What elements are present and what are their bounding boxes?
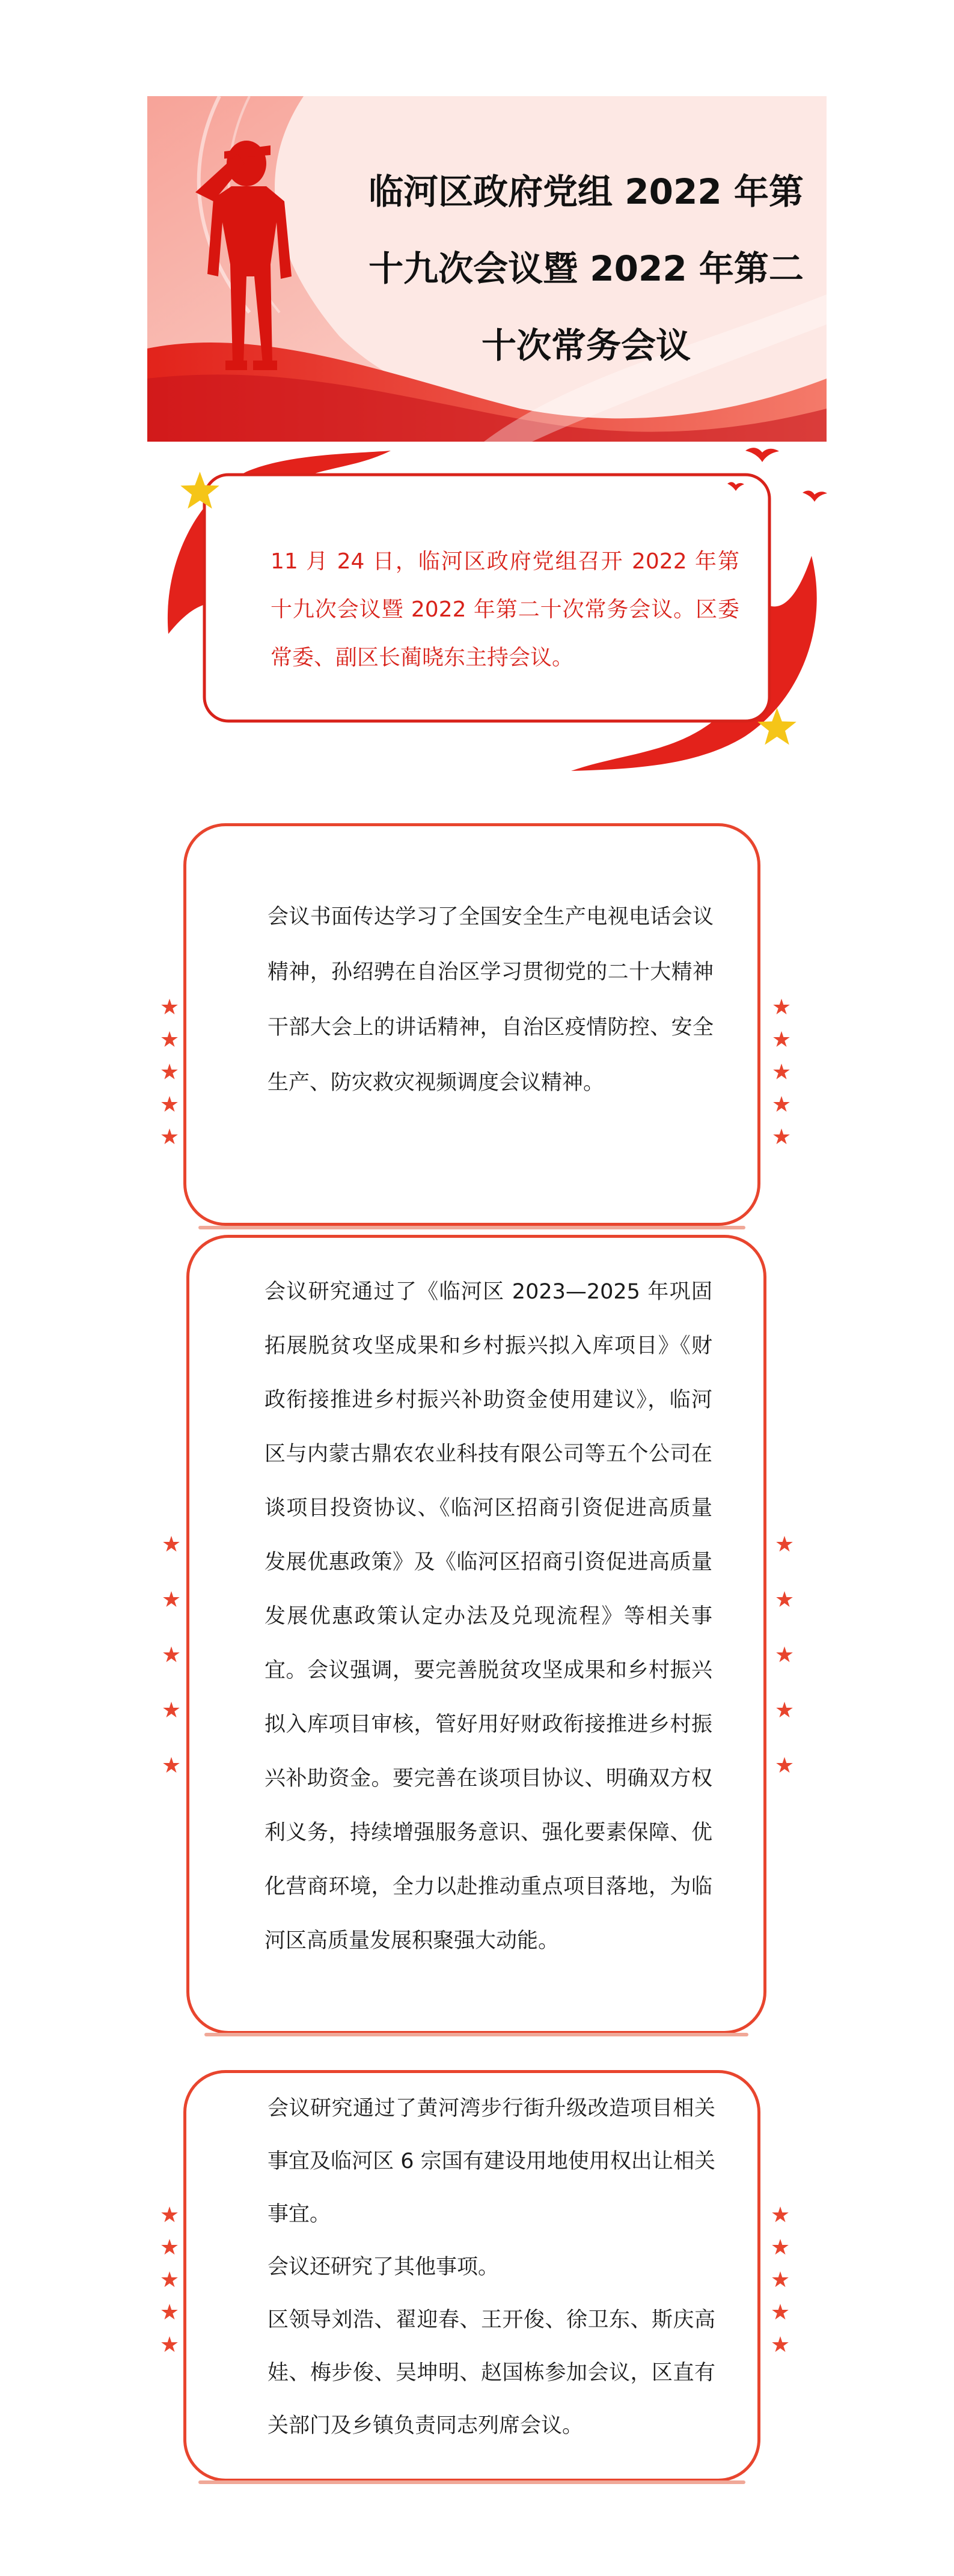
section-2-text: 会议研究通过了《临河区 2023—2025 年巩固拓展脱贫攻坚成果和乡村振兴拟入库项目》《财政衔接推进乡村振兴补助资金使用建议》，临河区与内蒙古鼎农农业科技有限公司等五个公司在谈项目投资协议、《临河区招商引资促进高质量发展优惠政策》及《临河区招商引资促进高质量发展优惠政策认定办法及兑现流程》等相关事宜。会议强调，要完善脱贫攻坚成果和乡村振兴拟入库项目审核，管好用好财政衔接推进乡村振兴补助资金。要完善在谈项目协议、明确双方权利义务，持续增强服务意识、强化要素保障、优化营商环境，全力以赴推动重点项目落地，为临河区高质量发展积聚强大动能。 bbox=[264, 1280, 712, 1953]
star-icon: ★ bbox=[774, 1698, 795, 1723]
star-icon: ★ bbox=[774, 1588, 795, 1612]
section-3-paragraph: 区领导刘浩、翟迎春、王开俊、徐卫东、斯庆高娃、梅步俊、吴坤明、赵国栋参加会议，区直有关部门及乡镇负责同志列席会议。 bbox=[268, 2308, 715, 2438]
star-icon: ★ bbox=[771, 1092, 792, 1117]
star-icon: ★ bbox=[770, 2333, 790, 2357]
star-icon: ★ bbox=[774, 1532, 795, 1557]
star-icon: ★ bbox=[159, 1092, 180, 1117]
star-column-right bbox=[769, 991, 793, 1154]
star-icon: ★ bbox=[159, 1060, 180, 1085]
star-icon: ★ bbox=[771, 1060, 792, 1085]
page-title: 临河区政府党组 2022 年第 十九次会议暨 2022 年第二 十次常务会议 bbox=[368, 171, 804, 366]
intro-card bbox=[150, 442, 830, 778]
star-column-left bbox=[157, 991, 182, 1154]
star-column-left bbox=[157, 2199, 182, 2361]
star-icon: ★ bbox=[161, 1588, 182, 1612]
star-icon: ★ bbox=[770, 2300, 790, 2325]
star-icon: ★ bbox=[159, 2300, 180, 2325]
divider bbox=[204, 2033, 748, 2036]
star-icon: ★ bbox=[771, 1125, 792, 1149]
star-icon: ★ bbox=[774, 1643, 795, 1667]
star-icon: ★ bbox=[159, 2268, 180, 2292]
star-icon: ★ bbox=[159, 2203, 180, 2227]
header-banner bbox=[147, 96, 827, 442]
star-column-right bbox=[772, 1517, 797, 1794]
star-icon: ★ bbox=[774, 1753, 795, 1778]
star-icon: ★ bbox=[159, 2333, 180, 2357]
star-icon: ★ bbox=[159, 995, 180, 1020]
star-icon: ★ bbox=[161, 1753, 182, 1778]
star-icon: ★ bbox=[770, 2235, 790, 2260]
star-icon: ★ bbox=[159, 1125, 180, 1149]
divider bbox=[198, 1226, 745, 1229]
star-icon: ★ bbox=[159, 1028, 180, 1052]
section-3-paragraph: 会议研究通过了黄河湾步行街升级改造项目相关事宜及临河区 6 宗国有建设用地使用权出让相关事宜。 bbox=[268, 2096, 715, 2226]
star-column-left bbox=[159, 1517, 183, 1794]
star-icon: ★ bbox=[161, 1532, 182, 1557]
section-3-paragraph: 会议还研究了其他事项。 bbox=[268, 2255, 500, 2279]
section-1-text: 会议书面传达学习了全国安全生产电视电话会议精神，孙绍骋在自治区学习贯彻党的二十大精神干部大会上的讲话精神，自治区疫情防控、安全生产、防灾救灾视频调度会议精神。 bbox=[268, 905, 714, 1095]
star-icon: ★ bbox=[161, 1643, 182, 1667]
star-icon: ★ bbox=[771, 1028, 792, 1052]
star-icon: ★ bbox=[161, 1698, 182, 1723]
intro-text: 11 月 24 日，临河区政府党组召开 2022 年第十九次会议暨 2022 年第二十次常务会议。区委常委、副区长蔺晓东主持会议。 bbox=[271, 549, 739, 670]
section-3-text bbox=[268, 2082, 715, 2452]
divider bbox=[198, 2480, 745, 2484]
star-icon: ★ bbox=[770, 2268, 790, 2292]
star-icon: ★ bbox=[770, 2203, 790, 2227]
star-icon: ★ bbox=[159, 2235, 180, 2260]
star-icon: ★ bbox=[771, 995, 792, 1020]
star-column-right bbox=[768, 2199, 792, 2361]
